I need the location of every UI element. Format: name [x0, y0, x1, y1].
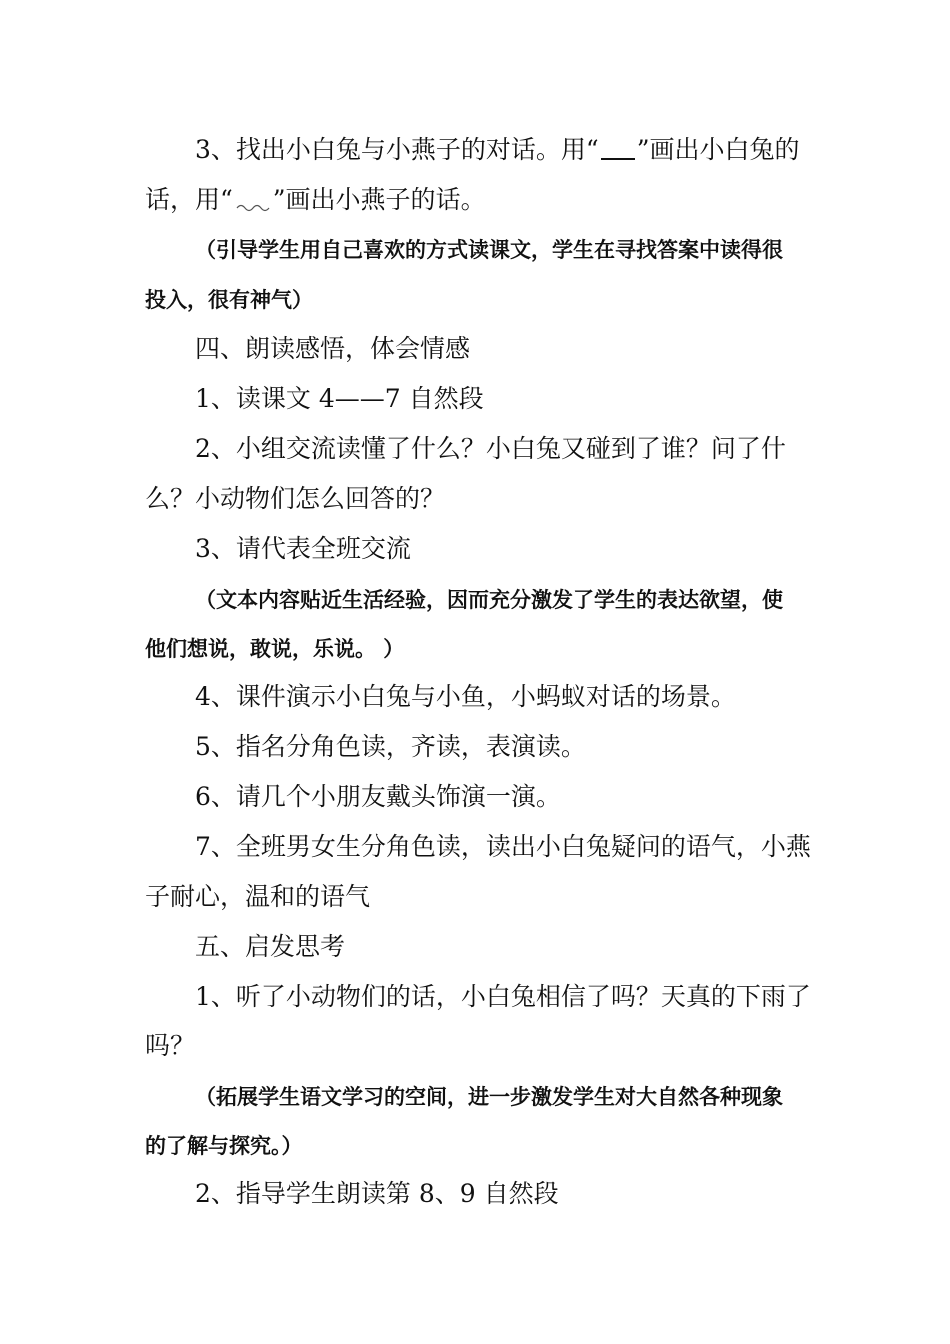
teaching-note: （拓展学生语文学习的空间，进一步激发学生对大自然各种现象	[195, 1085, 783, 1109]
teaching-note: 他们想说，敢说，乐说。 ）	[145, 637, 405, 661]
paragraph-line: 2、小组交流读懂了什么？小白兔又碰到了谁？问了什	[195, 434, 786, 463]
paragraph-line: 6、请几个小朋友戴头饰演一演。	[195, 782, 561, 811]
wavy-underline-symbol	[235, 190, 271, 214]
straight-underline-symbol	[601, 136, 635, 160]
teaching-note: （引导学生用自己喜欢的方式读课文，学生在寻找答案中读得很	[195, 238, 783, 262]
paragraph-line: 4、课件演示小白兔与小鱼，小蚂蚁对话的场景。	[195, 682, 736, 711]
section-heading: 五、启发思考	[195, 932, 346, 961]
paragraph-line: 7、全班男女生分角色读，读出小白兔疑问的语气，小燕	[195, 832, 811, 861]
teaching-note: 的了解与探究。）	[145, 1134, 303, 1158]
paragraph-line: 话，用“ ”画出小燕子的话。	[145, 185, 486, 214]
teaching-note: 投入，很有神气）	[145, 288, 313, 312]
paragraph-line: 子耐心，温和的语气	[145, 882, 371, 911]
paragraph-line: 3、请代表全班交流	[195, 534, 411, 563]
section-heading: 四、朗读感悟，体会情感	[195, 334, 471, 363]
paragraph-line: 1、读课文 4——7 自然段	[195, 384, 484, 413]
paragraph-line: 吗？	[145, 1031, 196, 1060]
teaching-note: （文本内容贴近生活经验，因而充分激发了学生的表达欲望，使	[195, 588, 783, 612]
paragraph-line: 5、指名分角色读，齐读，表演读。	[195, 732, 586, 761]
paragraph-line: 2、指导学生朗读第 8、9 自然段	[195, 1179, 559, 1208]
paragraph-line: 1、听了小动物们的话，小白兔相信了吗？天真的下雨了	[195, 982, 811, 1011]
paragraph-line: 3、找出小白兔与小燕子的对话。用“ ”画出小白兔的	[195, 135, 800, 164]
paragraph-line: 么？小动物们怎么回答的？	[145, 484, 446, 513]
